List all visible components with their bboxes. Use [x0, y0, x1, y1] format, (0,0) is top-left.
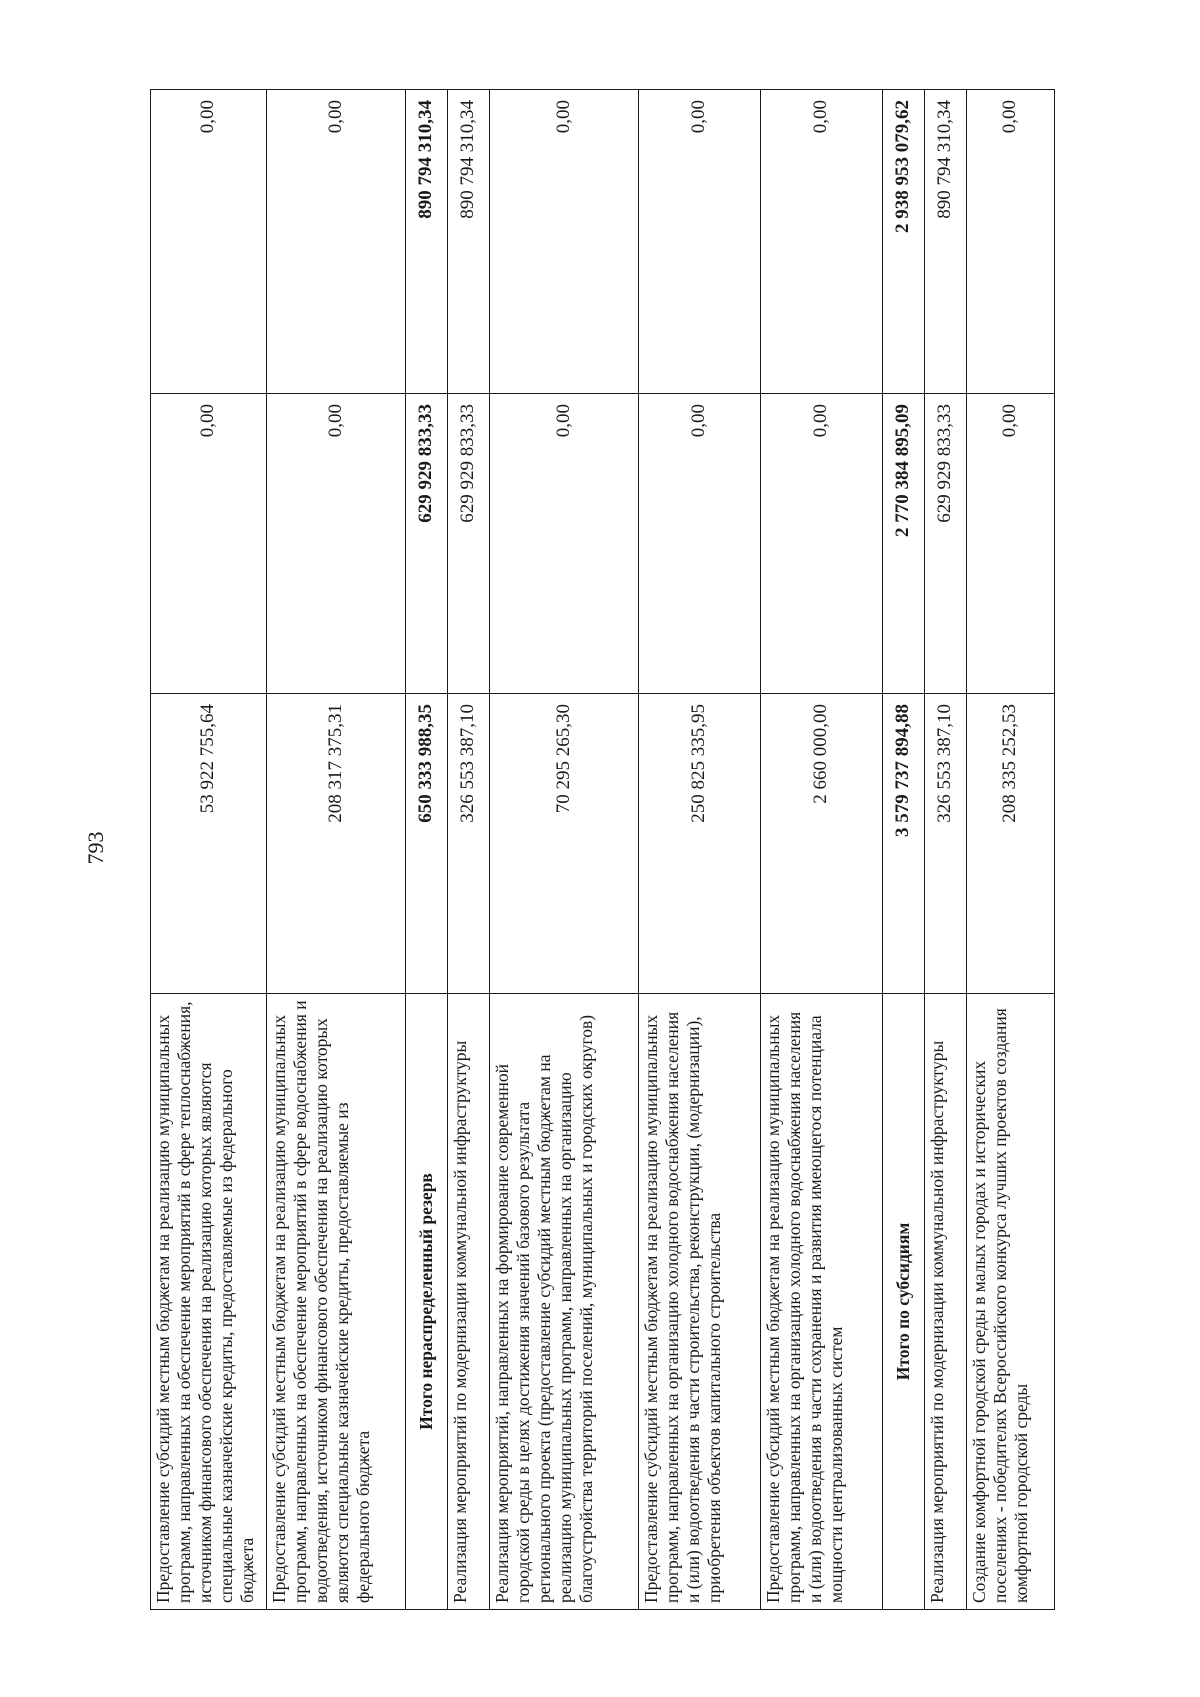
row-value-2: 0,00: [267, 394, 406, 694]
row-value-2: 0,00: [490, 394, 639, 694]
row-value-1: 326 553 387,10: [924, 694, 966, 994]
table-row: [448, 90, 490, 1610]
row-value-2: 629 929 833,33: [448, 394, 490, 694]
row-value-3: 0,00: [490, 90, 639, 394]
table-row: [924, 90, 966, 1610]
row-value-2: 629 929 833,33: [924, 394, 966, 694]
row-value-3: 0,00: [151, 90, 267, 394]
row-value-2: 0,00: [967, 394, 1055, 694]
row-value-2: 629 929 833,33: [405, 394, 447, 694]
row-value-3: 890 794 310,34: [405, 90, 447, 394]
table-row-total: [405, 90, 447, 1610]
table-row-total: [882, 90, 924, 1610]
page-number: 793: [83, 831, 108, 865]
row-name: Предоставление субсидий местным бюджетам на реализацию муниципальных программ, направленных на организацию холодного водоснабжения населения и (или) водоотведения в части сохранения и развития имеющегося потенциала мощности централизованных систем: [761, 994, 883, 1610]
row-name: Итого по субсидиям: [882, 994, 924, 1610]
row-value-1: 250 825 335,95: [639, 694, 761, 994]
row-name: Итого нераспределенный резерв: [405, 994, 447, 1610]
row-value-3: 0,00: [967, 90, 1055, 394]
row-value-2: 0,00: [761, 394, 883, 694]
row-name: Предоставление субсидий местным бюджетам на реализацию муниципальных программ, направленных на обеспечение мероприятий в сфере теплоснабжения, источником финансового обеспечения на реализацию которых являются специальные казначейские кредиты, предоставляемые из федерального бюджета: [151, 994, 267, 1610]
row-name: Реализация мероприятий по модернизации коммунальной инфраструктуры: [448, 994, 490, 1610]
row-value-1: 326 553 387,10: [448, 694, 490, 994]
budget-table-rotated: [150, 90, 1055, 1610]
row-name: Предоставление субсидий местным бюджетам на реализацию муниципальных программ, направленных на организацию холодного водоснабжения населения и (или) водоотведения в части строительства, реконструкции, (модернизации), приобретения объектов капитального строительства: [639, 994, 761, 1610]
table-row: [267, 90, 406, 1610]
row-value-1: 208 335 252,53: [967, 694, 1055, 994]
table-row: [967, 90, 1055, 1610]
row-value-1: 650 333 988,35: [405, 694, 447, 994]
table-row: [151, 90, 267, 1610]
row-name: Создание комфортной городской среды в малых городах и исторических поселениях - победителях Всероссийского конкурса лучших проектов создания комфортной городской среды: [967, 994, 1055, 1610]
row-value-2: 2 770 384 895,09: [882, 394, 924, 694]
budget-table: [150, 89, 1055, 1610]
table-row: [761, 90, 883, 1610]
row-value-1: 53 922 755,64: [151, 694, 267, 994]
row-value-1: 208 317 375,31: [267, 694, 406, 994]
row-value-2: 0,00: [151, 394, 267, 694]
row-value-3: 890 794 310,34: [448, 90, 490, 394]
row-value-1: 3 579 737 894,88: [882, 694, 924, 994]
table-row: [639, 90, 761, 1610]
table-row: [490, 90, 639, 1610]
row-value-3: 2 938 953 079,62: [882, 90, 924, 394]
row-value-2: 0,00: [639, 394, 761, 694]
row-name: Реализация мероприятий, направленных на формирование современной городской среды в целях достижения значений базового результата регионального проекта (предоставление субсидий местным бюджетам на реализацию муниципальных программ, направленных на организацию благоустройства территорий поселений, муниципальных и городских округов): [490, 994, 639, 1610]
row-value-3: 0,00: [267, 90, 406, 394]
row-value-3: 0,00: [639, 90, 761, 394]
row-value-1: 70 295 265,30: [490, 694, 639, 994]
row-value-3: 0,00: [761, 90, 883, 394]
row-value-1: 2 660 000,00: [761, 694, 883, 994]
row-name: Предоставление субсидий местным бюджетам на реализацию муниципальных программ, направленных на обеспечение мероприятий в сфере водоснабжения и водоотведения, источником финансового обеспечения на реализацию которых являются специальные казначейские кредиты, предоставляемые из федерального бюджета: [267, 994, 406, 1610]
row-name: Реализация мероприятий по модернизации коммунальной инфраструктуры: [924, 994, 966, 1610]
row-value-3: 890 794 310,34: [924, 90, 966, 394]
